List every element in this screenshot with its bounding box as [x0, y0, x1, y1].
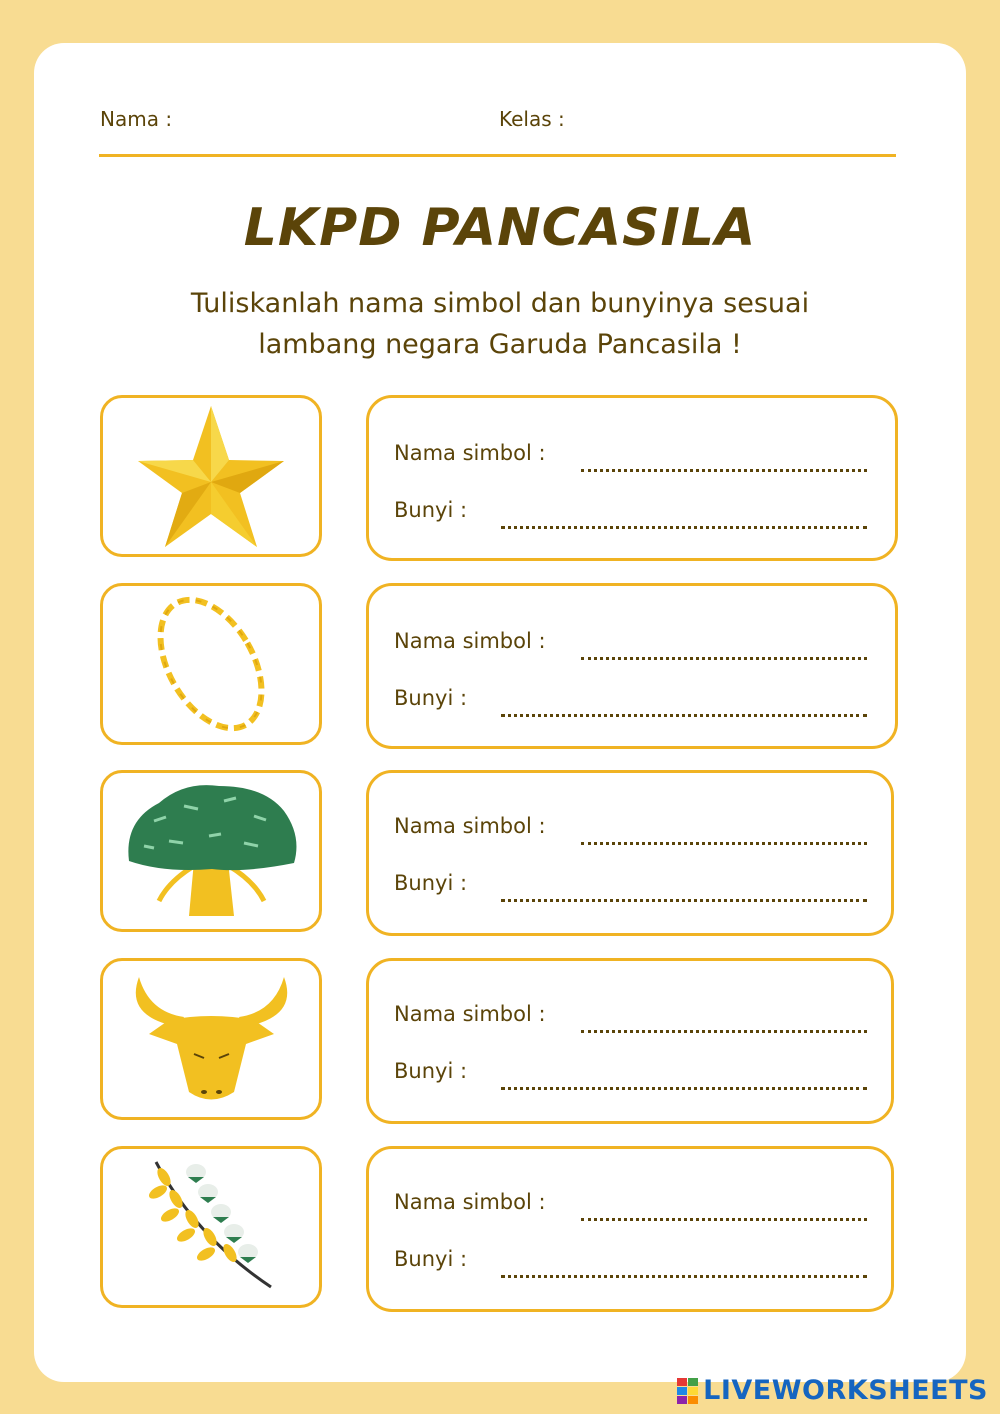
name-label: Nama : [100, 107, 173, 131]
sound-label-1: Bunyi : [394, 498, 468, 522]
page-title: LKPD PANCASILA [243, 198, 757, 258]
rice-cotton-icon [146, 1157, 276, 1297]
symbol-name-label-3: Nama simbol : [394, 814, 546, 838]
answer-box-2 [366, 583, 898, 749]
symbol-name-input-3[interactable] [581, 814, 867, 845]
symbol-image-box-4 [100, 958, 322, 1120]
sound-input-1[interactable] [501, 498, 867, 529]
sound-label-2: Bunyi : [394, 686, 468, 710]
symbol-image-box-3 [100, 770, 322, 932]
instruction-text [0, 283, 1000, 365]
sound-input-3[interactable] [501, 871, 867, 902]
symbol-name-label-1: Nama simbol : [394, 441, 546, 465]
instruction-line-2: lambang negara Garuda Pancasila ! [258, 329, 742, 360]
sound-label-4: Bunyi : [394, 1059, 468, 1083]
symbol-name-label-4: Nama simbol : [394, 1002, 546, 1026]
chain-icon [141, 589, 281, 739]
answer-box-3 [366, 770, 894, 936]
symbol-name-label-5: Nama simbol : [394, 1190, 546, 1214]
bull-head-icon [124, 972, 299, 1107]
class-label: Kelas : [499, 107, 565, 131]
sound-input-2[interactable] [501, 686, 867, 717]
answer-box-4 [366, 958, 894, 1124]
symbol-name-label-2: Nama simbol : [394, 629, 546, 653]
header-divider [99, 154, 896, 157]
instruction-line-1: Tuliskanlah nama simbol dan bunyinya sesuai [190, 288, 810, 319]
name-input[interactable] [190, 104, 484, 136]
brand-text: LIVEWORKSHEETS [703, 1375, 988, 1406]
symbol-image-box-5 [100, 1146, 322, 1308]
sound-label-3: Bunyi : [394, 871, 468, 895]
symbol-name-input-2[interactable] [581, 629, 867, 660]
liveworksheets-blocks-icon [677, 1378, 699, 1404]
symbol-image-box-2 [100, 583, 322, 745]
class-input[interactable] [585, 104, 889, 136]
symbol-image-box-1 [100, 395, 322, 557]
sound-input-5[interactable] [501, 1247, 867, 1278]
symbol-name-input-5[interactable] [581, 1190, 867, 1221]
symbol-name-input-4[interactable] [581, 1002, 867, 1033]
liveworksheets-logo [677, 1375, 988, 1406]
symbol-name-input-1[interactable] [581, 441, 867, 472]
sound-input-4[interactable] [501, 1059, 867, 1090]
sound-label-5: Bunyi : [394, 1247, 468, 1271]
star-icon [136, 404, 286, 549]
answer-box-1 [366, 395, 898, 561]
banyan-tree-icon [124, 781, 299, 921]
answer-box-5 [366, 1146, 894, 1312]
